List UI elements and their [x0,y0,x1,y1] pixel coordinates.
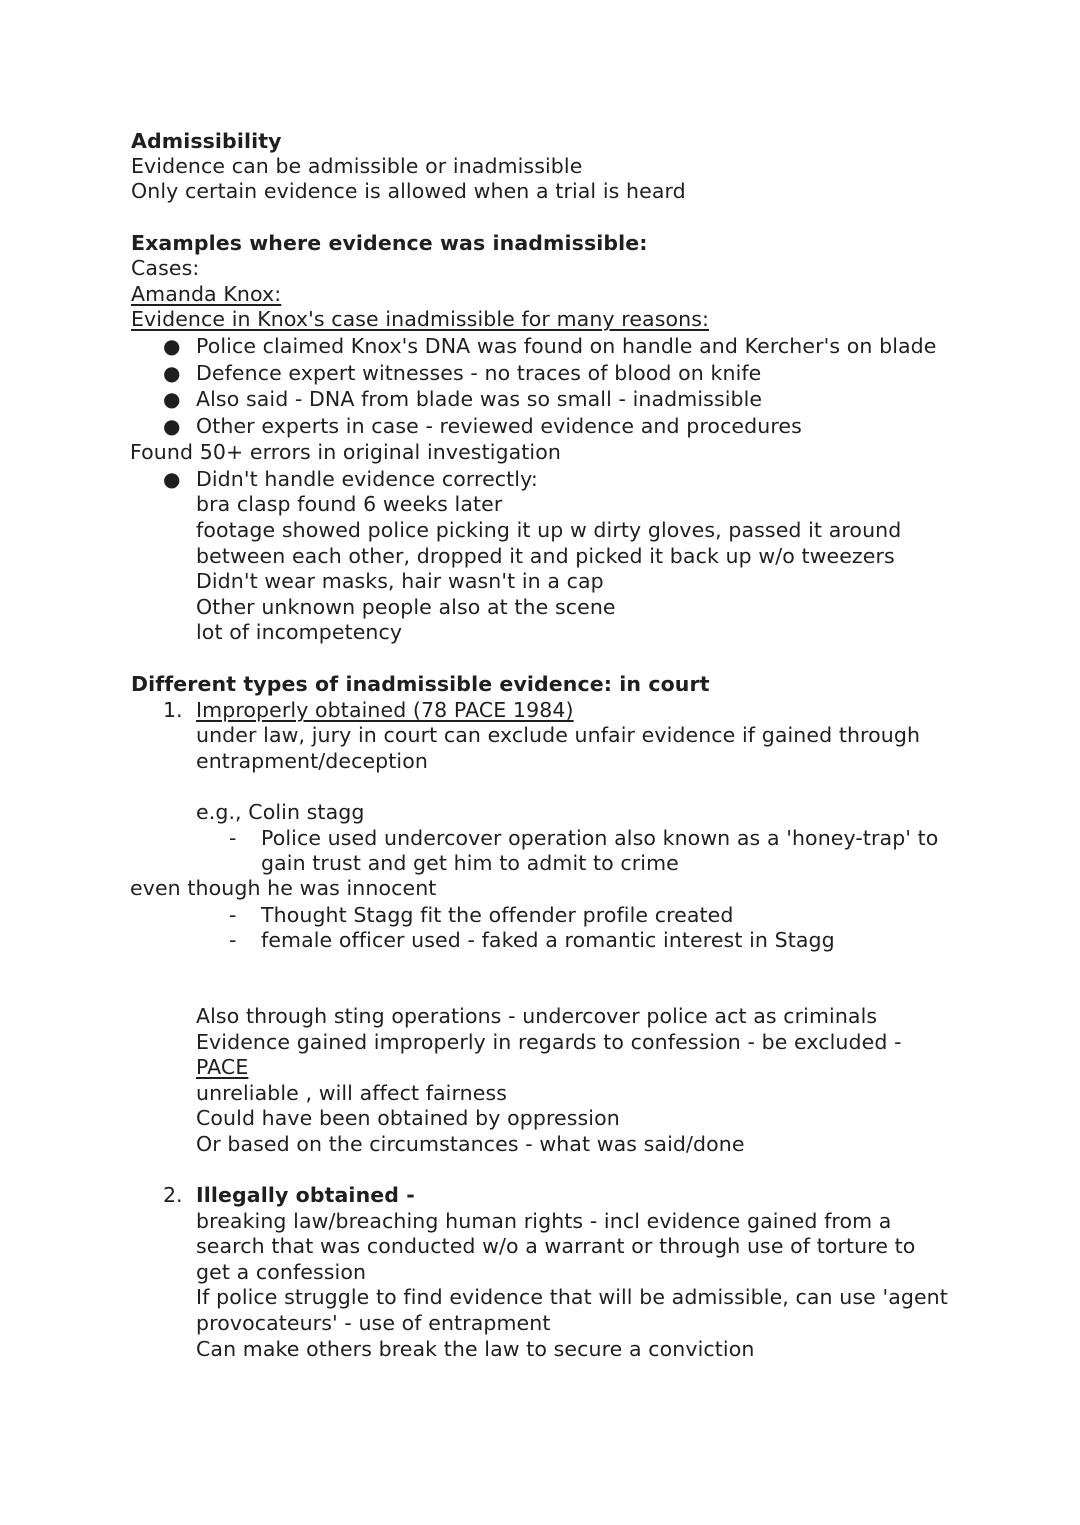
stagg-heading: e.g., Colin stagg [196,800,365,824]
item1-line-2: entrapment/deception [196,749,428,773]
confession-line-1: unreliable , will affect fairness [196,1081,508,1105]
dash-marker: - [229,826,237,850]
bullet-marker: ● [163,414,181,438]
handling-detail-2: footage showed police picking it up w dirty gloves, passed it around [196,518,902,542]
intro-line-1: Evidence can be admissible or inadmissible [131,154,583,178]
item2-line-5: provocateurs' - use of entrapment [196,1311,551,1335]
item2-line-2: search that was conducted w/o a warrant or through use of torture to [196,1234,916,1258]
handling-detail-1: bra clasp found 6 weeks later [196,492,503,516]
pace-label: PACE [196,1055,249,1079]
confession-line-3: Or based on the circumstances - what was said/done [196,1132,745,1156]
item2-line-6: Can make others break the law to secure a conviction [196,1337,755,1361]
sting-line-2: Evidence gained improperly in regards to confession - be excluded - [196,1030,902,1054]
intro-line-2: Only certain evidence is allowed when a trial is heard [131,179,686,203]
stagg-dash3: female officer used - faked a romantic interest in Stagg [261,928,835,952]
sting-line-1: Also through sting operations - undercover police act as criminals [196,1004,878,1028]
handling-detail-6: lot of incompetency [196,620,403,644]
item-number-1: 1. [163,698,183,722]
examples-heading: Examples where evidence was inadmissible: [131,231,648,255]
knox-bullet-4: Other experts in case - reviewed evidence and procedures [196,414,802,438]
types-heading: Different types of inadmissible evidence: in court [131,672,710,696]
stagg-dash1-line-2: gain trust and get him to admit to crime [261,851,679,875]
handling-detail-4: Didn't wear masks, hair wasn't in a cap [196,569,604,593]
item2-line-4: If police struggle to find evidence that will be admissible, can use 'agent [196,1285,948,1309]
item1-title: Improperly obtained (78 PACE 1984) [196,698,574,722]
bullet-marker: ● [163,387,181,411]
item2-title: Illegally obtained - [196,1183,415,1207]
case-subheading: Evidence in Knox's case inadmissible for many reasons: [131,307,710,331]
doc-title: Admissibility [131,129,282,153]
found-errors: Found 50+ errors in original investigation [130,440,561,464]
handling-detail-5: Other unknown people also at the scene [196,595,616,619]
knox-bullet-3: Also said - DNA from blade was so small - inadmissible [196,387,763,411]
bullet-marker: ● [163,467,181,491]
confession-line-2: Could have been obtained by oppression [196,1106,620,1130]
knox-bullet-2: Defence expert witnesses - no traces of blood on knife [196,361,762,385]
dash-marker: - [229,928,237,952]
knox-bullet-1: Police claimed Knox's DNA was found on handle and Kercher's on blade [196,334,937,358]
stagg-dash1-line-1: Police used undercover operation also known as a 'honey-trap' to [261,826,939,850]
item2-line-1: breaking law/breaching human rights - incl evidence gained from a [196,1209,892,1233]
item2-line-3: get a confession [196,1260,367,1284]
stagg-dash2: Thought Stagg fit the offender profile created [261,903,734,927]
dash-marker: - [229,903,237,927]
bullet-marker: ● [163,334,181,358]
handling-bullet: Didn't handle evidence correctly: [196,467,538,491]
bullet-marker: ● [163,361,181,385]
stagg-innocent: even though he was innocent [130,876,437,900]
case-name: Amanda Knox: [131,282,282,306]
item-number-2: 2. [163,1183,183,1207]
handling-detail-3: between each other, dropped it and picked it back up w/o tweezers [196,544,895,568]
cases-label: Cases: [131,256,200,280]
item1-line-1: under law, jury in court can exclude unfair evidence if gained through [196,723,921,747]
